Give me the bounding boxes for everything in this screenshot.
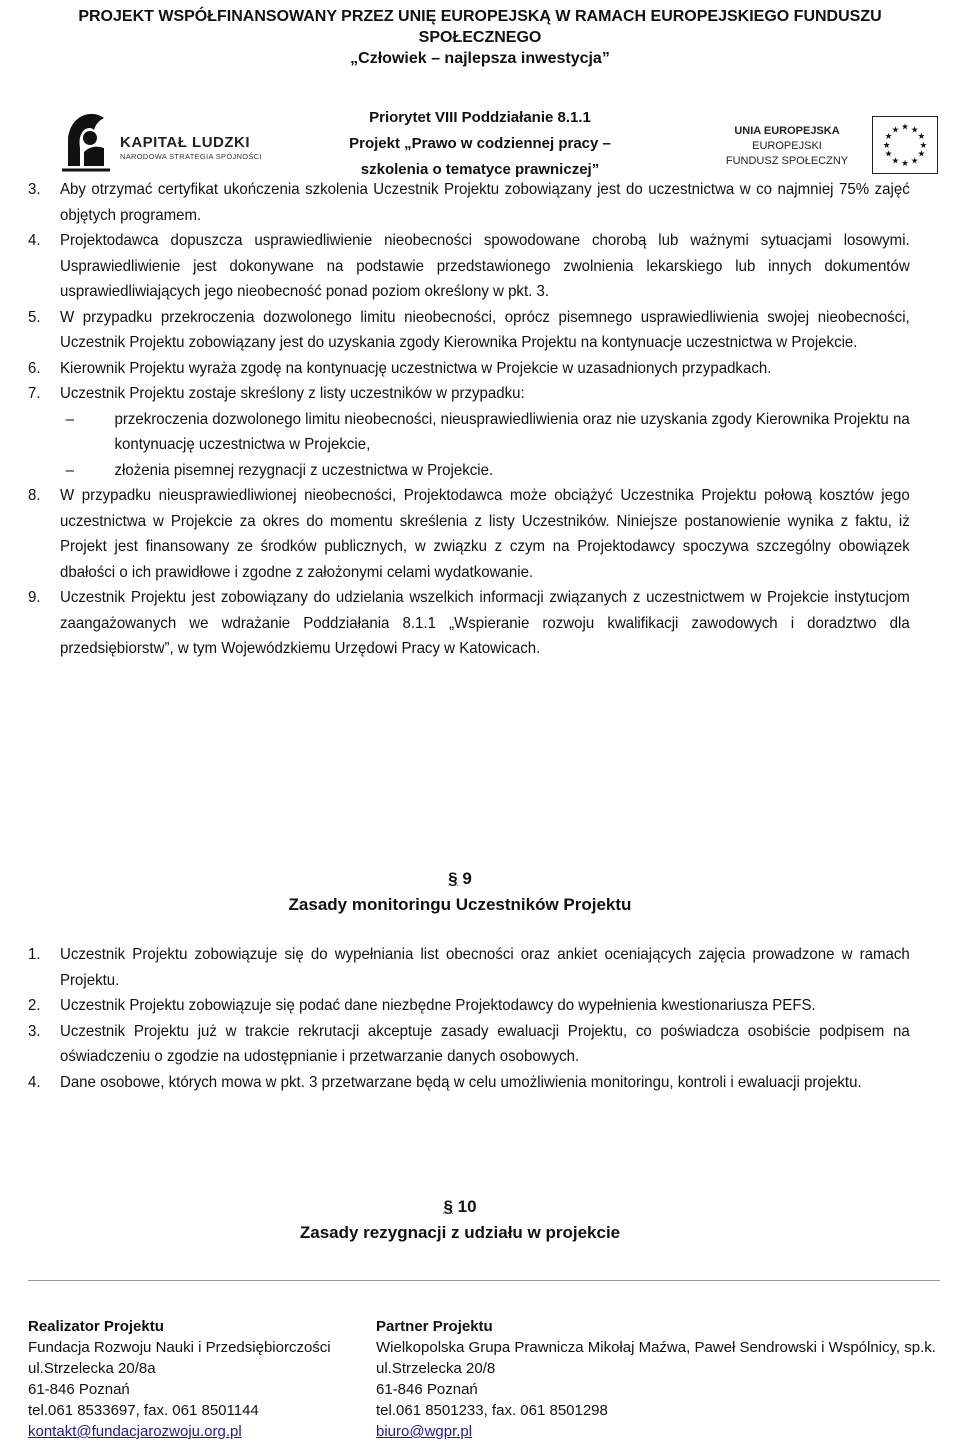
item-number: 7. [28,385,41,402]
svg-text:★: ★ [884,149,893,160]
list-item [28,381,910,483]
svg-text:★: ★ [891,156,900,167]
svg-text:★: ★ [882,140,891,151]
item-number: 5. [28,308,41,326]
footer-right-line-4: tel.061 8501233, fax. 061 8501298 [376,1402,608,1419]
item-text: Projektodawca dopuszcza usprawiedliwienie nieobecności spowodowane chorobą lub ważnymi sytuacjami losowymi. Usprawiedliwienie jest dokonywane na podstawie przedstawionego zwolnienia lekarskiego lub innych dokumentów usprawiedliwiających jego nieobecność ponad poziom określony w pkt. 3. [59,232,910,300]
item-text: W przypadku nieusprawiedliwionej nieobecności, Projektodawca może obciążyć Uczestnika Projektu połową kosztów jego uczestnictwa w Projekcie za okres do momentu skreślenia z listy Uczestników. Niniejsze postanowienie wynika z faktu, iż Projekt jest finansowany ze środków publicznych, w związku z czym na Projektodawcy spoczywa szczególny obowiązek dbałości o ich prawidłowe i zgodne z założonymi celami wydatkowanie. [59,487,910,581]
item-text: Uczestnik Projektu zobowiązuje się do wypełniania list obecności oraz ankiet oceniających zajęcia prowadzone w ramach Projektu. [59,946,910,989]
section-9-list [28,942,910,1095]
footer-left-line-2: ul.Strzelecka 20/8a [28,1360,156,1377]
section-title: Zasady rezygnacji z udziału w projekcie [299,1223,621,1242]
item-text: W przypadku przekroczenia dozwolonego limitu nieobecności, oprócz pisemnego usprawiedliwienia swojej nieobecności, Uczestnik Projektu zobowiązany jest do uzyskania zgody Kierownika Projektu na kontynuacje uczestnictwa w Projekcie. [59,308,910,351]
item-text: Aby otrzymać certyfikat ukończenia szkolenia Uczestnik Projektu zobowiązany jest do uczestnictwa w co najmniej 75% zajęć objętych programem. [59,181,910,224]
item-number: 4. [28,1073,41,1091]
item-text: Uczestnik Projektu zobowiązuje się podać dane niezbędne Projektodawcy do wypełnienia kwestionariusza PEFS. [59,997,816,1014]
banner-line-3: „Człowiek – najlepsza inwestycja” [350,50,610,67]
footer-realizator [28,1316,331,1442]
svg-text:★: ★ [919,140,928,151]
eu-line-2: EUROPEJSKI [752,140,822,152]
section-number: 9 [462,869,472,888]
item-number: 3. [28,1022,41,1040]
footer-right-email-link[interactable]: biuro@wgpr.pl [376,1423,473,1440]
item-number: 2. [28,997,41,1014]
item-number: 8. [28,487,41,504]
dash-text: złożenia pisemnej rezygnacji z uczestnictwa w Projekcie. [114,461,494,479]
eu-line-1: UNIA EUROPEJSKA [734,125,840,137]
item-text: Uczestnik Projektu już w trakcie rekrutacji akceptuje zasady ewaluacji Projektu, co poświadcza osobiście podpisem na oświadczeniu o zgodzie na udostępnianie i przetwarzanie danych osobowych. [59,1022,910,1065]
list-item [28,228,910,305]
dash-icon: – [65,410,74,428]
svg-text:★: ★ [917,132,926,143]
section-number: 10 [457,1197,477,1216]
svg-text:★: ★ [917,149,926,160]
item-text: Uczestnik Projektu jest zobowiązany do udzielania wszelkich informacji związanych z uczestnictwem w Projekcie instytucjom zaangażowanych we wdrażanie Poddziałania 8.1.1 „Wspieranie rozwoju kwalifikacji zawodowych i doradztwo dla przedsiębiorstw”, w tym Wojewódzkiemu Urzędowi Pracy w Katowicach. [59,589,910,657]
item-number: 1. [28,946,41,963]
list-item [28,993,910,1019]
eu-line-3: FUNDUSZ SPOŁECZNY [725,155,849,167]
kapital-ludzki-logo [60,108,280,176]
svg-text:★: ★ [901,159,909,170]
eu-logo-text [722,124,852,169]
footer-divider [28,1280,940,1281]
dash-item [60,458,910,484]
section-9-heading [0,866,920,918]
footer-left-email-link[interactable]: kontakt@fundacjarozwoju.org.pl [28,1423,242,1440]
list-item [28,177,910,228]
list-item [28,483,910,585]
footer-left-line-1: Fundacja Rozwoju Nauki i Przedsiębiorczości [28,1339,331,1356]
eu-flag-icon [872,116,938,174]
footer-right-line-2: ul.Strzelecka 20/8 [376,1360,496,1377]
item-number: 4. [28,232,41,249]
project-banner [0,6,960,69]
eu-social-fund-logo [722,114,942,178]
section-title: Zasady monitoringu Uczestników Projektu [288,895,632,914]
list-item [28,942,910,993]
section-symbol-icon: § [448,869,458,888]
section-10-heading [0,1194,920,1246]
item-text: Uczestnik Projektu zostaje skreślony z listy uczestników w przypadku: [59,385,525,402]
list-item [28,1070,910,1096]
section-symbol-icon: § [443,1197,453,1216]
list-item [28,585,910,662]
dash-list [60,407,910,484]
svg-text:★: ★ [910,125,919,136]
section-9-content [28,942,910,1095]
dash-text: przekroczenia dozwolonego limitu nieobecności, nieusprawiedliwienia oraz nie uzyskania zgody Kierownika Projektu na kontynuację uczestnictwa w Projekcie, [114,410,910,453]
item-text: Dane osobowe, których mowa w pkt. 3 przetwarzane będą w celu umożliwienia monitoringu, kontroli i ewaluacji projektu. [59,1073,862,1091]
kapital-ludzki-emblem-icon [60,108,112,174]
list-item [28,305,910,356]
priority-line-2: Projekt „Prawo w codziennej pracy – [349,135,611,152]
footer-left-title: Realizator Projektu [28,1318,164,1335]
footer-partner [376,1316,936,1442]
priority-line-1: Priorytet VIII Poddziałanie 8.1.1 [369,109,591,126]
priority-line-3: szkolenia o tematyce prawniczej” [360,161,600,178]
footer-left-line-4: tel.061 8533697, fax. 061 8501144 [28,1402,259,1419]
list-item [28,356,910,382]
logo-left-subtitle: NARODOWA STRATEGIA SPÓJNOŚCI [120,152,262,161]
footer-left-line-3: 61-846 Poznań [28,1381,130,1398]
svg-text:★: ★ [901,122,909,133]
footer-right-line-1: Wielkopolska Grupa Prawnicza Mikołaj Maźwa, Paweł Sendrowski i Wspólnicy, sp.k. [376,1339,936,1356]
svg-text:★: ★ [891,125,900,136]
banner-line-2: SPOŁECZNEGO [418,29,542,46]
priority-block [290,105,670,183]
dash-item [60,407,910,458]
banner-line-1: PROJEKT WSPÓŁFINANSOWANY PRZEZ UNIĘ EUROPEJSKĄ W RAMACH EUROPEJSKIEGO FUNDUSZU [78,8,882,25]
svg-text:★: ★ [910,156,919,167]
list-item [28,1019,910,1070]
item-number: 6. [28,359,41,377]
footer-right-title: Partner Projektu [376,1318,493,1335]
dash-icon: – [65,461,74,479]
item-text: Kierownik Projektu wyraża zgodę na kontynuację uczestnictwa w Projekcie w uzasadnionych przypadkach. [59,359,772,377]
footer-right-line-3: 61-846 Poznań [376,1381,478,1398]
section-8-list [28,177,910,662]
logo-left-title: KAPITAŁ LUDZKI [120,134,251,151]
svg-text:★: ★ [884,132,893,143]
regulations-content [28,177,910,662]
item-number: 3. [28,181,41,198]
item-number: 9. [28,589,41,606]
